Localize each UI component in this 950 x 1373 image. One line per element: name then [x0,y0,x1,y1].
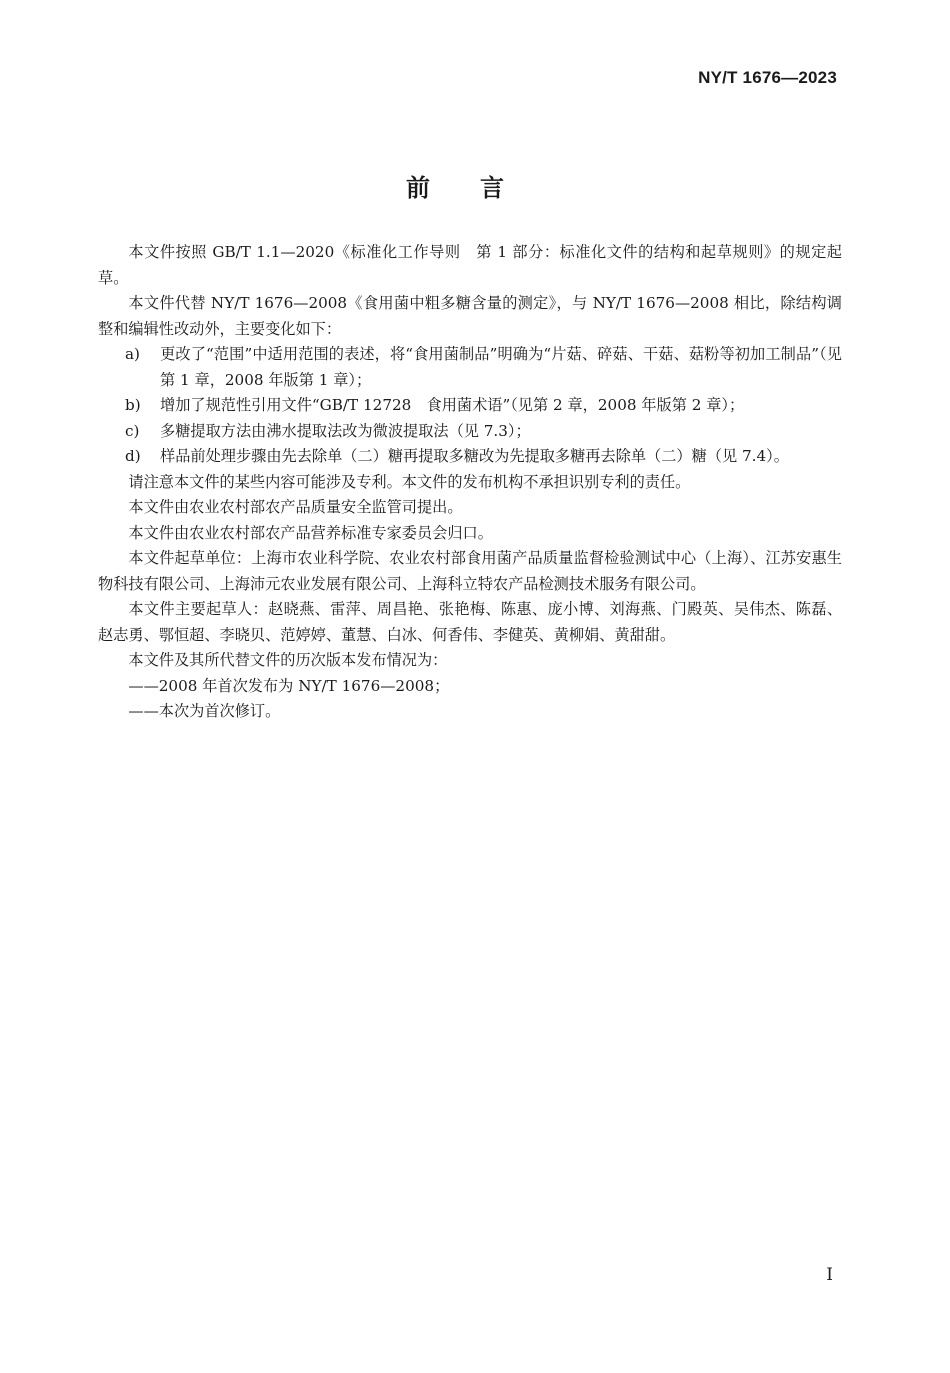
page-number: I [826,1265,833,1285]
page-title: 前言 [406,174,554,202]
paragraph-drafting-rules: 本文件按照 GB/T 1.1—2020《标准化工作导则 第 1 部分：标准化文件的结构和起草规则》的规定起草。 [98,243,842,287]
paragraph-proposer: 本文件由农业农村部农产品质量安全监管司提出。 [128,498,463,516]
list-item-marker: a) [125,345,140,363]
paragraph-drafting-units: 本文件起草单位：上海市农业科学院、农业农村部食用菌产品质量监督检验测试中心（上海）、江苏安惠生物科技有限公司、上海沛元农业发展有限公司、上海科立特农产品检测技术服务有限公司。 [98,549,842,593]
list-item-text: 增加了规范性引用文件“GB/T 12728 食用菌术语”（见第 2 章，2008 年版第 2 章）； [160,396,745,414]
list-item-text: 多糖提取方法由沸水提取法改为微波提取法（见 7.3）； [160,421,531,440]
list-item-marker: b) [125,396,141,414]
paragraph-replacement: 本文件代替 NY/T 1676—2008《食用菌中粗多糖含量的测定》，与 NY/T 1676—2008 相比，除结构调整和编辑性改动外，主要变化如下： [98,294,842,338]
list-item [98,444,842,470]
list-item-marker: c) [125,421,140,440]
foreword-body [98,240,842,725]
history-list [98,674,842,725]
list-item-text: 样品前处理步骤由先去除单（二）糖再提取多糖改为先提取多糖再去除单（二）糖（见 7.4）。 [160,447,789,465]
change-list [98,342,842,470]
history-item: ——本次为首次修订。 [128,702,281,720]
paragraph-patent-notice: 请注意本文件的某些内容可能涉及专利。本文件的发布机构不承担识别专利的责任。 [128,472,691,491]
list-item [98,419,842,445]
paragraph-technical-committee: 本文件由农业农村部农产品营养标准专家委员会归口。 [128,523,493,542]
standard-number: NY/T 1676—2023 [698,68,837,87]
paragraph-drafters: 本文件主要起草人：赵晓燕、雷萍、周昌艳、张艳梅、陈惠、庞小博、刘海燕、门殿英、吴伟杰、陈磊、赵志勇、鄂恒超、李晓贝、范婷婷、董慧、白冰、何香伟、李健英、黄柳娟、黄甜甜。 [98,600,842,644]
paragraph-version-history: 本文件及其所代替文件的历次版本发布情况为： [128,651,448,669]
list-item [98,342,842,393]
history-item: ——2008 年首次发布为 NY/T 1676—2008； [128,676,450,695]
list-item [98,393,842,419]
list-item-marker: d) [125,447,141,465]
list-item-text: 更改了“范围”中适用范围的表述，将“食用菌制品”明确为“片菇、碎菇、干菇、菇粉等初加工制品”（见第 1 章，2008 年版第 1 章）； [160,345,842,389]
